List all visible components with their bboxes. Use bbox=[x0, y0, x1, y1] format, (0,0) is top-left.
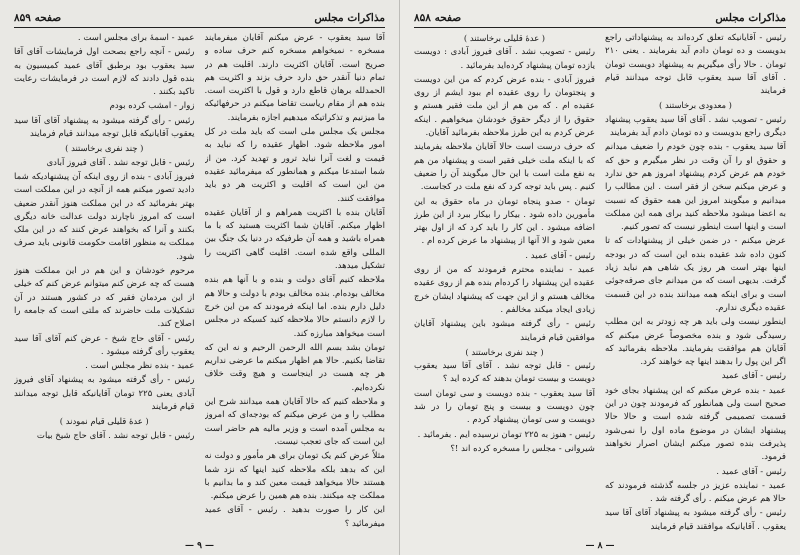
speech-paragraph: شیروانی - مجلس را مسخره کرده اند !؟ bbox=[450, 443, 595, 454]
speech-paragraph: تومان بشد بسم الله الرحمن الرحیم و نه این که تقاضا بکنیم. حالا هم اظهار میکنم ما عرضی نداریم هر چه هست در اینجاست و هیچ وقت خلاف نکرده‌ایم. bbox=[204, 342, 385, 393]
right-page-col-right bbox=[605, 32, 786, 537]
left-header-page-label: صفحه ۸۵۹ bbox=[14, 12, 62, 24]
vote-result: ( معدودی برخاستند ) bbox=[659, 100, 732, 111]
speech-paragraph: رئیس - قابل توجه نشد . آقای فیروز آبادی bbox=[46, 157, 195, 168]
left-page-header bbox=[14, 10, 385, 26]
speech-paragraph: رئیس - آقای عمید . bbox=[716, 466, 786, 477]
vote-result: ( چند نفری برخاستند ) bbox=[465, 346, 544, 357]
speech-paragraph: اینطور نیست ولی باید هر چه زودتر به این مطلب رسیدگی شود و بنده مخصوصاً عرض میکنم که آقایان هم موافقت بفرمایند. ملاحظه بفرمائید که اگر این پول را بدهند اینها چه خواهند کرد. bbox=[605, 317, 786, 368]
speech-paragraph: مرحوم خودشان و این هم در این مملکت هنوز هست که چه عرض کنم میتوانم عرض کنم که خیلی از این مردمان فقیر که در کشور هستند در آن تشکیلات ملت حاضرند که ملتی است که جامعه را اصلاح کند. bbox=[14, 266, 195, 330]
speech-paragraph: رئیس - قابل توجه نشد . آقای حاج شیخ بیات bbox=[36, 430, 195, 441]
speech-paragraph: رئیس - تصویب نشد . آقای فیروز آبادی : دویست یازده تومان پیشنهاد کرده‌اید بفرمائید . bbox=[414, 47, 595, 71]
speech-paragraph: رئیس - آنچه راجع بصحت اول فرمایشات آقای آقا سید یعقوب بود برطبق آقای عمید کمیسیون به بنده قول دادند که لازم است در فرمایشات رعایت تاکید بکنند . bbox=[14, 47, 195, 98]
right-page-col-left bbox=[414, 32, 595, 537]
speech-paragraph: که حرف درست است حالا آقایان ملاحظه بفرمایند که با اینکه ملت خیلی فقیر است و پیشنهاد من هم به نفع ملت است با این حال میگویند آن را ضعیف کنیم . پس باید توجه کرد که نفع ملت در کجاست. bbox=[414, 142, 595, 193]
left-page-col-left bbox=[14, 32, 195, 537]
speech-paragraph: رئیس - آقایانیکه تعلق کرده‌اند به پیشنهاداتی راجع بدویست و ده تومان دادم آید بفرمایند . یعنی ۲۱۰ تومان . حالا رأی میگیریم به پیشنهاد دویست تومان . آقای آقا سید یعقوب قابل توجه میدانند قیام فرمایند bbox=[605, 33, 786, 97]
speech-paragraph: عمید - بنده عرض میکنم که این پیشنهاد بجای خود صحیح است ولی همانطور که فرمودند چون در این قسمت تصمیمی گرفته شده است و حالا حالا پیشنهاد ایشان در موضوع ماده اول را نمی‌شود پذیرفت بنده تصور میکنم ایشان اصرار نخواهند فرمود. bbox=[605, 385, 786, 463]
right-page-header bbox=[414, 10, 786, 26]
right-header-page-label: صفحه ۸۵۸ bbox=[414, 12, 462, 24]
speech-paragraph: زوار - امشب کرده بودم bbox=[109, 101, 195, 112]
speech-paragraph: رئیس - رأی گرفته میشود باین پیشنهاد آقایان موافقین قیام فرمایند bbox=[414, 319, 595, 343]
speech-paragraph: آقا سید یعقوب - بنده چون خودم را ضعیف میدانم و حقوق او را آن وقت در نظر میگیرم و حق که خودم هم عرض کردم پیشنهاد امروز هم حق ندارد و عرض میکنم سخن از فقر است . این مطالب را میدانیم و میگویند امروز این همه حقوق که نسبت به اعضا میشود ملاحظه کنید برای همه این مملکت است و اینها است اینطور نیست که تصور کنیم. bbox=[605, 142, 786, 233]
speech-paragraph: عمید - بنده نظر مجلس است . bbox=[85, 361, 195, 372]
speech-paragraph: فیروز آبادی - بنده عرض کردم که من این دویست و پنجتومان را روی عقیده ام ببود ایشم از روی عقیده ام . که من هم از این ملت فقیر هستم و حقوق را از دیگر حقوق خودشان میخواهیم . اینکه عرض کردم به این طرز ملاحظه بفرمائید آقایان. bbox=[414, 74, 595, 139]
left-header-title: مذاکرات مجلس bbox=[314, 12, 385, 24]
speech-paragraph: مجلس یک مجلس ملی است که باید ملت در کل امور ملاحظه شود. اظهار عقیده را که نباید به قیمت و لغت آنرا نباید ترور و تهدید کرد. من از شما استدعا میکنم و همانطور که میفرمائید عقیده من این است که اقلیت و اکثریت هر دو باید موافقت کنند. bbox=[204, 127, 385, 204]
left-page-number: — ۹ — bbox=[184, 541, 215, 551]
left-columns bbox=[14, 32, 385, 537]
speech-paragraph: مثلاً عرض کنم یک تومان برای هر مأمور و دولت نه این که بدهد بلکه ملاحظه کنید اینها که نزد شما هستند حالا میخواهد قیمت معین کند و ما بدانیم با مملکت چه میکنند. بنده هم همین را عرض میکنم. bbox=[204, 451, 385, 502]
speech-paragraph: رئیس - رأی گرفته میشود به پیشنهاد آقای فیروز آبادی یعنی ۲۲۵ تومان آقایانیکه قابل توجه میدانند قیام فرمایند bbox=[14, 375, 195, 413]
vote-result: ( چند نفری برخاستند ) bbox=[65, 143, 144, 154]
speech-paragraph: رئیس - آقای حاج شیخ - عرض کنم آقای آقا سید یعقوب رأی گرفته میشود . bbox=[14, 333, 195, 357]
speech-paragraph: عرض میکنم - در ضمن خیلی از پیشنهادات که تا کنون داده شد عقیده بنده این است که در بودجه اینها بهتر است هر روز یک شاهی هم نباید زیاد گرفت. بدیهی است که من میدانم جای صرفه‌جوئی است و برای اینکه همه میدانند بنده در این قسمت عقیده دیگری ندارم. bbox=[605, 236, 786, 313]
speech-paragraph: آقایان بنده با اکثریت همراهم و از آقایان عقیده اظهار میکنم. آقایان شما اکثریت هستید که با ما همراه باشید و همه آن طرفیکه در دنیا یک جنگ بین المللی واقع شده است. اقلیت گاهی اکثریت را تشکیل میدهد. bbox=[204, 207, 385, 272]
speech-paragraph: رئیس - قابل توجه نشد . آقای آقا سید یعقوب دویست و بیست تومان بدهند که کرده اید ؟ bbox=[414, 361, 595, 385]
speech-paragraph: آقا سید یعقوب - بنده دویست و سی تومان است چون دویست و بیست و پنج تومان را در شد دویست و سی تومان پیشنهاد کردم . bbox=[414, 388, 595, 426]
speech-paragraph: فیروز آبادی - بنده از روی اینکه آن پیشنهادیکه شما دادید تصور میکنم همه از آنچه در این مملکت است بهتر بفرمائید که در این مملکت هنوز آنقدر ضعیف است که امروز ناچارند دولت عدالت خانه دیگری بکنند و آنرا که بخواهند عرض کنند که در این ملک مملکت به منظور اقامت حکومت قانونی باید صرف شود. bbox=[14, 171, 195, 262]
speech-paragraph: ملاحظه کنیم آقای دولت و بنده و با آنها هم بنده مخالف بوده‌ام. بنده مخالف بودم با دولت و حالا هم دلیل دارم بنده. اما اینکه فرمودند که من این خرج را لازم دانستم حالا ملاحظه کنید کسیکه در مجلس است میخواهد مبارزه کند. bbox=[204, 275, 385, 339]
right-page-number: — ۸ — bbox=[585, 541, 615, 551]
left-header-rule bbox=[14, 27, 385, 28]
speech-paragraph: رئیس - تصویب نشد . آقای آقا سید یعقوب پیشنهاد دیگری راجع بدویست و ده تومان دادم آید بفرمایند bbox=[605, 114, 786, 139]
right-header-rule bbox=[414, 27, 786, 28]
left-page-col-right bbox=[205, 32, 386, 537]
speech-paragraph: آقا سید یعقوب - عرض میکنم آقایان میفرمایند مسخره - نمیخواهم مسخره کنم حرف ساده و صریح است. آقایان اکثریت دارند. اقلیت هم در تمام دنیا آنقدر حق دارد حرف بزند و اکثریت هم الحمدلله برهان قاطع دارد و قول با اکثریت است. بنده هم از مقام ریاست تقاضا میکنم در حرفهائیکه ما میزنیم و تذکراتیکه میدهیم اجازه بفرمایند. bbox=[204, 33, 385, 123]
speech-paragraph: این کار را صورت بدهید . رئیس - آقای عمید میفرمائید ؟ bbox=[204, 505, 385, 529]
speech-paragraph: عمید - نماینده محترم فرمودند که من از روی عقیده این پیشنهاد را کرده‌ام بنده هم از روی عقیده مخالف هستم و از این جهت که پیشنهاد ایشان خرج زیادی ایجاد میکند مخالفم . bbox=[414, 265, 595, 315]
vote-result: ( عدهٔ قلیلی برخاستند ) bbox=[463, 33, 546, 43]
right-header-title: مذاکرات مجلس bbox=[715, 12, 786, 24]
speech-paragraph: رئیس - آقای عمید bbox=[721, 371, 786, 382]
speech-paragraph: رئیس - رأی گرفته میشود به پیشنهاد آقای آقا سید یعقوب . آقایانیکه موافقند قیام فرمایند bbox=[605, 508, 786, 532]
right-page bbox=[400, 0, 800, 555]
speech-paragraph: تومان - صدو پنجاه تومان در ماه حقوق به این مأمورین داده شود . بیکار را بیکار ببرد از این طرز اضافه میشود . این کار را باید کرد که از اول بهتر معین شود و الا آنها از پیشنهاد ما عرض کرده ام . bbox=[414, 196, 595, 247]
vote-result: ( عدهٔ قلیلی قیام نمودند ) bbox=[59, 416, 149, 427]
speech-paragraph: عمید - نماینده عزیز در جلسه گذشته فرمودند که حالا هم عرض میکنم . رأی گرفته شد . bbox=[605, 480, 786, 505]
speech-paragraph: و ملاحظه کنیم که حالا آقایان همه میدانند شرح این مطلب را و من عرض میکنم که بودجه‌ای که امروز به مجلس آمده است و وزیر مالیه هم حاضر است این است که جای تعجب نیست. bbox=[204, 397, 385, 447]
speech-paragraph: عمید - اسمهٔ برای مجلس است . bbox=[77, 33, 195, 43]
speech-paragraph: رئیس - رأی گرفته میشود به پیشنهاد آقای آقا سید یعقوب آقایانیکه قابل توجه میدانند قیام فرمایند bbox=[14, 115, 195, 140]
speech-paragraph: رئیس - آقای عمید . bbox=[525, 250, 595, 261]
speech-paragraph: رئیس - هنوز به ۲۲۵ تومان نرسیده ایم . بفرمائید . bbox=[417, 429, 595, 440]
right-columns bbox=[414, 32, 786, 537]
